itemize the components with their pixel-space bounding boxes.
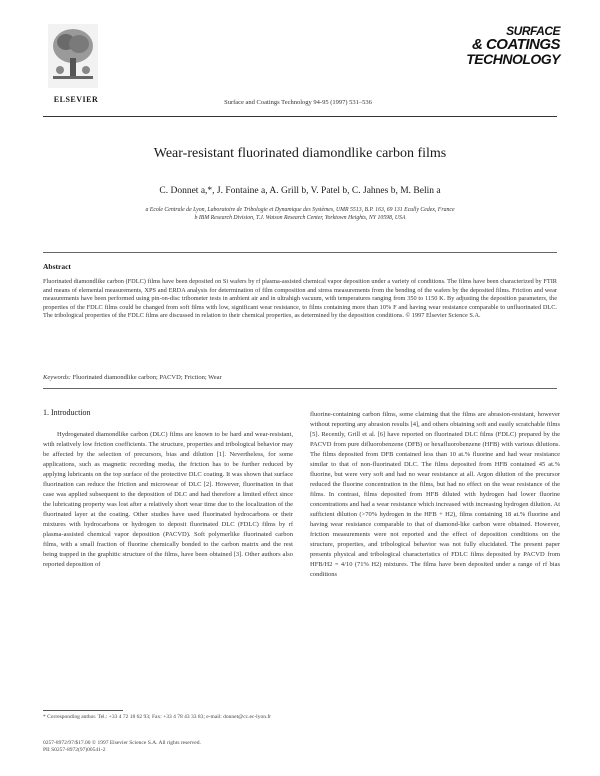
affiliations (80, 206, 520, 222)
journal-logo-line-2: & COATINGS (471, 36, 560, 53)
footnote-divider (43, 710, 123, 711)
abstract-divider-top (43, 252, 557, 253)
journal-logo-line-1: SURFACE (506, 24, 560, 38)
section-heading: 1. Introduction (43, 408, 91, 417)
abstract-heading: Abstract (43, 262, 71, 271)
keywords-list: Fluorinated diamondlike carbon; PACVD; Friction; Wear (72, 374, 222, 381)
keywords (43, 374, 557, 381)
abstract-text: Fluorinated diamondlike carbon (FDLC) films have been deposited on Si wafers by rf plasma-assisted chemical vapor deposition under a variety of conditions. The films have been characterized by FTIR and means of elemental measurements, XPS and ERDA analysis for determination of film composition and stress measurements from the bending of the wafers by the deposited films. Friction and wear measurements have been performed using pin-on-disc tribometer tests in ambient air and in ultrahigh vacuum, with temperatures ranging from 350 to 1150 K. By adjusting the deposition parameters, the properties of the FDLC films could be changed from soft films with low, significant wear resistance, to films containing more than 10% F and having wear resistance comparable to unfluorinated DLC. The tribological properties of the FDLC films are discussed in relation to their chemical properties, as determined by the deposition conditions. © 1997 Elsevier Science S.A. (43, 278, 557, 319)
copyright-line-1: 0257-8972/97/$17.00 © 1997 Elsevier Science S.A. All rights reserved. (43, 740, 201, 746)
affiliation-a: a Ecole Centrale de Lyon, Laboratoire de Tribologie et Dynamique des Systèmes, UMR 5513, B.P. 163, 69 131 Ecully Cedex, France (145, 207, 455, 213)
article-title: Wear-resistant fluorinated diamondlike carbon films (153, 146, 447, 161)
journal-logo-line-3: TECHNOLOGY (466, 51, 560, 67)
copyright-notice (43, 740, 343, 754)
affiliation-b: b IBM Research Division, T.J. Watson Research Center, Yorktown Heights, NY 10598, USA (194, 215, 406, 221)
publisher-name: ELSEVIER (53, 95, 99, 104)
keywords-label: Keywords: (43, 374, 71, 381)
journal-citation: Surface and Coatings Technology 94-95 (1997) 531–536 (224, 99, 372, 106)
body-column-right: fluorine-containing carbon films, some claiming that the films are abrasion-resistant, however without reporting any abrasion results [4], and others obtaining soft and easily scratchable films [5]. Recently, Grill et al. [6] have reported on fluorinated DLC films (FDLC) prepared by the PACVD from pure difluorobenzene (DFB) or hexafluorobenzene (HFB) with various dilutions. The films deposited from DFB contained less than 10 at.% fluorine and had wear resistance similar to that of non-fluorinated DLC. The films deposited from HFB contained 45 at.% fluorine, but were very soft and had no wear resistance at all. Argon dilution of the precursor reduced the fluorine concentration in the films, but had no effect on the wear resistance of the films. In contrast, films deposited from HFB diluted with hydrogen had lower fluorine concentrations and had a wear resistance which increased with increasing hydrogen dilution. At sufficient dilution (>70% hydrogen in the HFB + H2), films containing 18 at.% fluorine and having wear resistance comparable to that of diamond-like carbon were obtained. However, friction measurements were not reported and the effect of deposition conditions on the structure, properties, and tribological behavior was not fully elucidated. The present paper presents physical and tribological characteristics of FDLC films deposited by PACVD from HFB/H2 = 4/10 (71% H2) mixtures. The films have been deposited under a range of rf bias conditions (310, 411, 560, 578)
body-column-left: Hydrogenated diamondlike carbon (DLC) films are known to be hard and wear-resistant, with relatively low friction coefficients. The structure, properties and tribological behavior may be affected by the selection of precursors, bias and dilution [1]. Nevertheless, for some applications, such as magnetic recording media, the friction has to be further reduced by applying lubricants on the top surface of the protective DLC coating. It was shown that surface fluorination can reduce the friction and microwear of DLC [2]. However, fluorination in that case was applied subsequent to the deposition of DLC and had therefore a limited effect since the lubricating property was lost after a relatively short wear time due to the localization of the fluorinated layer at the coating. Other studies have used fluorinated hydrocarbons or their mixtures with hydrocarbons or hydrogen to deposit fluorinated DLC (FDLC) films by rf plasma-assisted chemical vapor deposition (PACVD). Soft polymerlike fluorinated carbon films, with a small fraction of fluorine chemically bonded to the carbon matrix and the rest being trapped in the graphitic structure of the films, have been obtained [3]. Other authors also reported deposition of (43, 431, 293, 568)
elsevier-tree-logo (48, 24, 98, 88)
corresponding-author-footnote: * Corresponding author. Tel.: +33 4 72 18 62 93; Fax: +33 4 78 43 33 83; e-mail: donnet@cc.ec-lyon.fr (43, 714, 271, 720)
abstract-divider-bottom (43, 388, 557, 389)
copyright-line-2: PII S0257-8972(97)00541-2 (43, 747, 106, 753)
author-list: C. Donnet a,*, J. Fontaine a, A. Grill b, V. Patel b, C. Jahnes b, M. Belin a (159, 186, 441, 196)
journal-logo (460, 24, 560, 94)
header-divider (43, 116, 557, 117)
